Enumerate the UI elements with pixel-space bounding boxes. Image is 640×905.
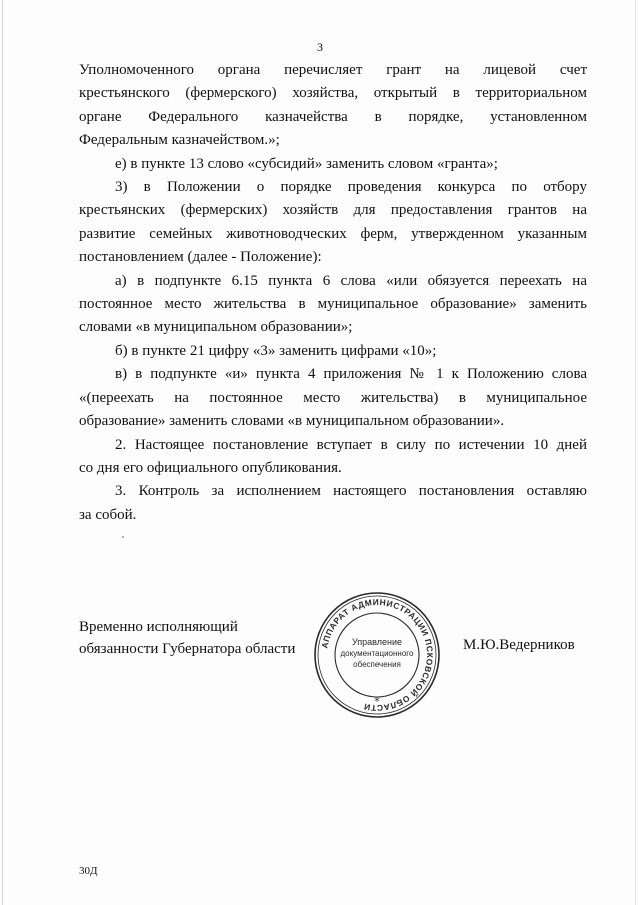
body-line: словами «в муниципальном образовании»;: [79, 319, 353, 336]
body-line: «(переехать на постоянное место жительства) в муниципальное: [79, 389, 587, 406]
signer-name: М.Ю.Ведерников: [463, 637, 575, 653]
body-line: 3) в Положении о порядке проведения конкурса по отбору: [115, 179, 587, 196]
body-line: крестьянских (фермерских) хозяйств для предоставления грантов на: [79, 202, 587, 219]
stamp-center-line1: Управление: [351, 637, 403, 647]
body-line: развитие семейных животноводческих ферм, утвержденном указанным: [79, 225, 587, 242]
body-line: со дня его официального опубликования.: [79, 459, 342, 476]
body-line: б) в пункте 21 цифру «3» заменить цифрами «10»;: [115, 342, 437, 359]
stamp-star-icon: *: [374, 695, 380, 708]
body-line: в) в подпункте «и» пункта 4 приложения № 1 к Положению слова: [115, 366, 587, 383]
body-line: Уполномоченного органа перечисляет грант на лицевой счет: [79, 62, 587, 78]
body-line: Федеральным казначейством.»;: [79, 132, 280, 149]
signer-title-line1: Временно исполняющий: [79, 619, 238, 635]
scan-speck: [122, 536, 124, 538]
page-edge-left: [2, 0, 3, 905]
stamp-ring-text: АППАРАТ АДМИНИСТРАЦИИ ПСКОВСКОЙ ОБЛАСТИ: [319, 596, 436, 714]
body-line: крестьянского (фермерского) хозяйства, открытый в территориальном: [79, 85, 587, 102]
stamp-center-line2: документационного: [340, 649, 414, 658]
body-line: за собой.: [79, 506, 137, 523]
page-number: 3: [317, 40, 323, 54]
body-line: е) в пункте 13 слово «субсидий» заменить словом «гранта»;: [115, 155, 498, 172]
body-line: образование» заменить словами «в муниципальном образовании».: [79, 413, 505, 430]
body-line: постановлением (далее - Положение):: [79, 249, 322, 266]
stamp-center-line3: обеспечения: [353, 660, 401, 669]
body-line: а) в подпункте 6.15 пункта 6 слова «или обязуется переехать на: [115, 272, 587, 289]
page-edge-right: [635, 0, 636, 905]
signer-title-line2: обязанности Губернатора области: [79, 641, 296, 657]
official-stamp: [312, 590, 442, 720]
body-line: постоянное место жительства в муниципальное образование» заменить: [79, 296, 587, 313]
document-body: [79, 59, 587, 527]
signature-block: [79, 616, 295, 660]
body-line: 2. Настоящее постановление вступает в силу по истечении 10 дней: [115, 436, 587, 453]
footer-code: 30Д: [79, 865, 98, 877]
body-line: органе Федерального казначейства в порядке, установленном: [79, 108, 587, 125]
body-line: 3. Контроль за исполнением настоящего постановления оставляю: [115, 483, 587, 500]
